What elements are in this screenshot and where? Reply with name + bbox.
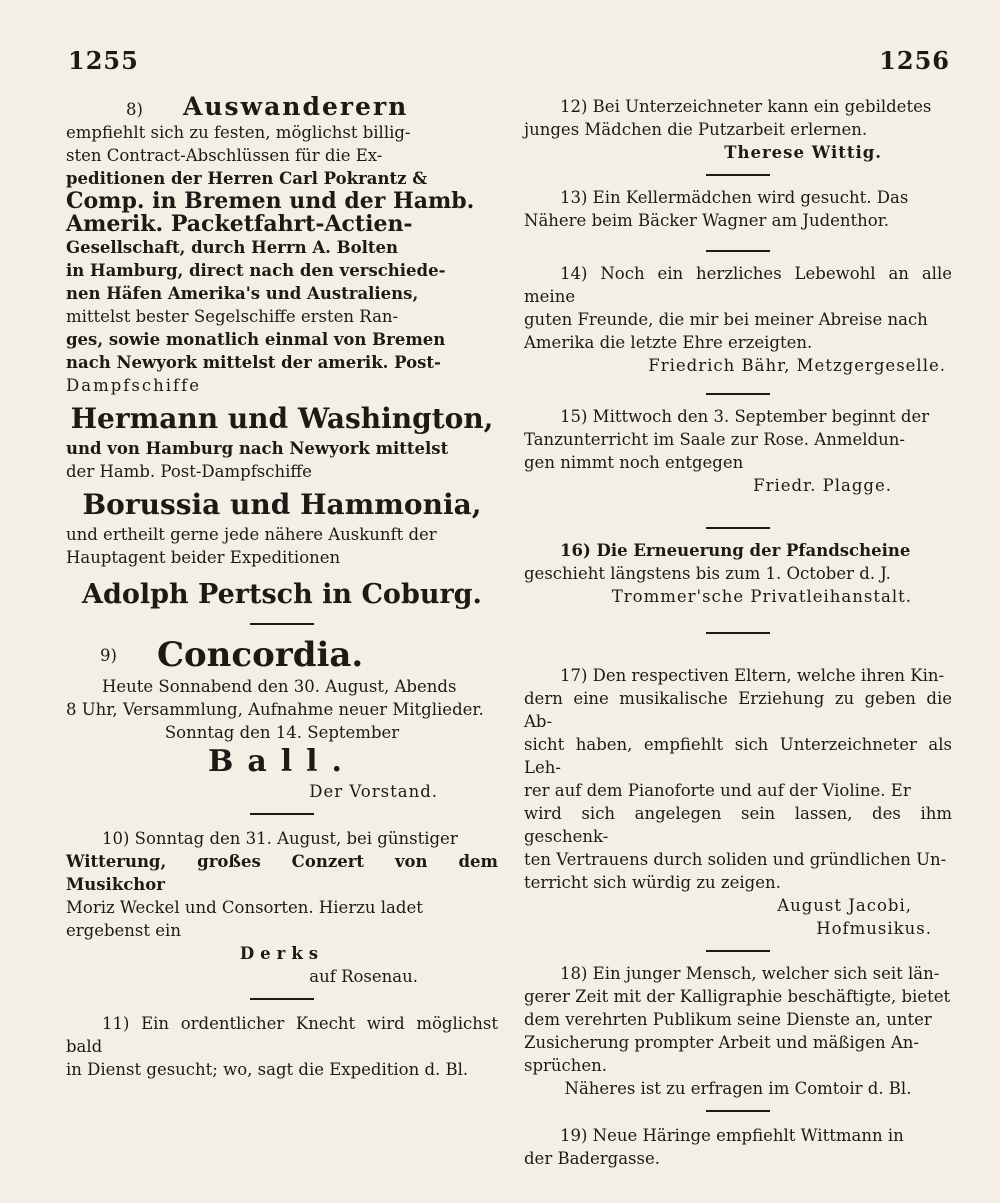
ad-number: 8) (126, 100, 143, 119)
ad-body-line: geschieht längstens bis zum 1. October d. J. (524, 564, 891, 583)
ad-body-line: der Badergasse. (524, 1149, 660, 1168)
section-divider (706, 527, 770, 529)
ship-names-1: Hermann und Washington, (70, 402, 494, 435)
ad-body-line: mittelst bester Segelschiffe ersten Ran- (66, 307, 399, 326)
ad-body-line: ges, sowie monatlich einmal von Bremen (66, 330, 446, 349)
ad-body-line: 15) Mittwoch den 3. September beginnt der (560, 407, 930, 426)
ad-body-line: 18) Ein junger Mensch, welcher sich seit län- (560, 964, 940, 983)
ad-18-calligrapher (524, 962, 952, 1100)
ad-body-line: 17) Den respectiven Eltern, welche ihren Kin- (560, 666, 945, 685)
section-divider (706, 174, 770, 176)
ad-body-line: dern eine musikalische Erziehung zu geben die Ab- (524, 689, 952, 731)
ad-body-line: 12) Bei Unterzeichneter kann ein gebildetes (560, 97, 932, 116)
ad-body-line: Comp. in Bremen und der Hamb. (66, 188, 475, 214)
ad-body-line: sten Contract-Abschlüssen für die Ex- (66, 146, 383, 165)
page-number-left: 1255 (68, 46, 139, 75)
ad-body-line: und von Hamburg nach Newyork mittelst (66, 439, 449, 458)
ad-body-line: nach Newyork mittelst der amerik. Post- (66, 353, 441, 372)
ship-names-2: Borussia und Hammonia, (82, 488, 482, 521)
ad-body-line: gen nimmt noch entgegen (524, 453, 744, 472)
ad-body-line: ergebenst ein (66, 921, 181, 940)
ad-number: 9) (100, 645, 117, 665)
ad-body-line: 14) Noch ein herzliches Lebewohl an alle meine (524, 264, 952, 306)
ad-body-line: in Dienst gesucht; wo, sagt die Expedition d. Bl. (66, 1060, 469, 1079)
ad-16-pawn-tickets (524, 539, 952, 608)
ad-body-line: wird sich angelegen sein lassen, des ihm geschenk- (524, 804, 952, 846)
ad-body-line: Amerik. Packetfahrt-Actien- (66, 211, 413, 237)
ball-heading: Ball. (207, 744, 357, 779)
ad-signature: Therese Wittig. (724, 143, 882, 162)
ad-14-farewell (524, 262, 952, 377)
ad-body-line: Heute Sonnabend den 30. August, Abends (102, 677, 457, 696)
section-divider (250, 623, 314, 625)
section-divider (706, 250, 770, 252)
ad-body-line: terricht sich würdig zu zeigen. (524, 873, 781, 892)
ad-body-line: sicht haben, empfiehlt sich Unterzeichneter als Leh- (524, 735, 952, 777)
ad-signature-title: Hofmusikus. (816, 919, 932, 938)
ad-signature: Trommer'sche Privatleihanstalt. (611, 587, 912, 606)
ad-body-line: der Hamb. Post-Dampfschiffe (66, 462, 312, 481)
ad-body-line: gerer Zeit mit der Kalligraphie beschäftigte, bietet (524, 987, 951, 1006)
ad-body-line: junges Mädchen die Putzarbeit erlernen. (524, 120, 868, 139)
ad-note: Näheres ist zu erfragen im Comtoir d. Bl. (564, 1079, 912, 1098)
ad-15-dance-lessons (524, 405, 952, 497)
ad-body-line: Sonntag den 14. September (164, 723, 400, 742)
section-divider (706, 632, 770, 634)
ad-signature: August Jacobi, (777, 896, 912, 915)
section-divider (250, 998, 314, 1000)
ad-body-line: 19) Neue Häringe empfiehlt Wittmann in (560, 1126, 904, 1145)
ad-body-line: 8 Uhr, Versammlung, Aufnahme neuer Mitglieder. (66, 700, 484, 719)
ad-body-line: und ertheilt gerne jede nähere Auskunft der (66, 525, 437, 544)
ad-body-line: dem verehrten Publikum seine Dienste an, unter (524, 1010, 932, 1029)
ad-place: auf Rosenau. (309, 967, 418, 986)
ad-signature: Derks (239, 944, 325, 963)
ad-body-line: sprüchen. (524, 1056, 608, 1075)
ad-body-line: 13) Ein Kellermädchen wird gesucht. Das (560, 188, 909, 207)
ad-body-line: Tanzunterricht im Saale zur Rose. Anmeldun- (524, 430, 905, 449)
section-divider (706, 1110, 770, 1112)
ad-signature: Friedrich Bähr, Metzgergeselle. (648, 356, 946, 375)
ad-body-line: Witterung, großes Conzert von dem Musikchor (66, 852, 498, 894)
ad-body-line: nen Häfen Amerika's und Australiens, (66, 284, 419, 303)
ad-9-concordia (66, 635, 498, 803)
ad-19-herring (524, 1124, 952, 1170)
right-column (524, 95, 952, 1170)
ad-title: Auswanderern (182, 92, 409, 121)
page-number-right: 1256 (879, 46, 950, 75)
ad-body-line: Gesellschaft, durch Herrn A. Bolten (66, 238, 398, 257)
ad-body-line: Nähere beim Bäcker Wagner am Judenthor. (524, 211, 890, 230)
ad-12-milliner (524, 95, 952, 164)
ad-17-music-teacher (524, 664, 952, 940)
section-divider (706, 393, 770, 395)
ad-body-line: rer auf dem Pianoforte und auf der Violine. Er (524, 781, 911, 800)
ad-11-servant (66, 1012, 498, 1081)
ad-body-line: guten Freunde, die mir bei meiner Abreise nach (524, 310, 928, 329)
ad-13-cellar-maid (524, 186, 952, 232)
ad-signature: Friedr. Plagge. (753, 476, 892, 495)
ad-body-line: peditionen der Herren Carl Pokrantz & (66, 169, 428, 188)
ad-body-line: Zusicherung prompter Arbeit und mäßigen An- (524, 1033, 919, 1052)
section-divider (250, 813, 314, 815)
ad-body-line: Hauptagent beider Expeditionen (66, 548, 341, 567)
left-column (66, 92, 498, 1081)
ad-10-concert (66, 827, 498, 988)
ad-body-line: 16) Die Erneuerung der Pfandscheine (560, 541, 911, 560)
ad-signature: Der Vorstand. (309, 782, 438, 801)
ad-body-line: ten Vertrauens durch soliden und gründlichen Un- (524, 850, 947, 869)
ad-body-line: empfiehlt sich zu festen, möglichst billig- (66, 123, 411, 142)
ad-body-line: Moriz Weckel und Consorten. Hierzu ladet (66, 898, 423, 917)
ad-firm-name: Adolph Pertsch in Coburg. (82, 579, 482, 610)
section-divider (706, 950, 770, 952)
ad-body-line: 10) Sonntag den 31. August, bei günstiger (102, 829, 458, 848)
ad-8-emigration (66, 92, 498, 613)
ad-title: Concordia. (156, 635, 364, 675)
ad-body-line: Dampfschiffe (66, 376, 201, 395)
ad-body-line: 11) Ein ordentlicher Knecht wird möglichst bald (66, 1014, 498, 1056)
ad-body-line: Amerika die letzte Ehre erzeigten. (524, 333, 813, 352)
ad-body-line: in Hamburg, direct nach den verschiede- (66, 261, 446, 280)
